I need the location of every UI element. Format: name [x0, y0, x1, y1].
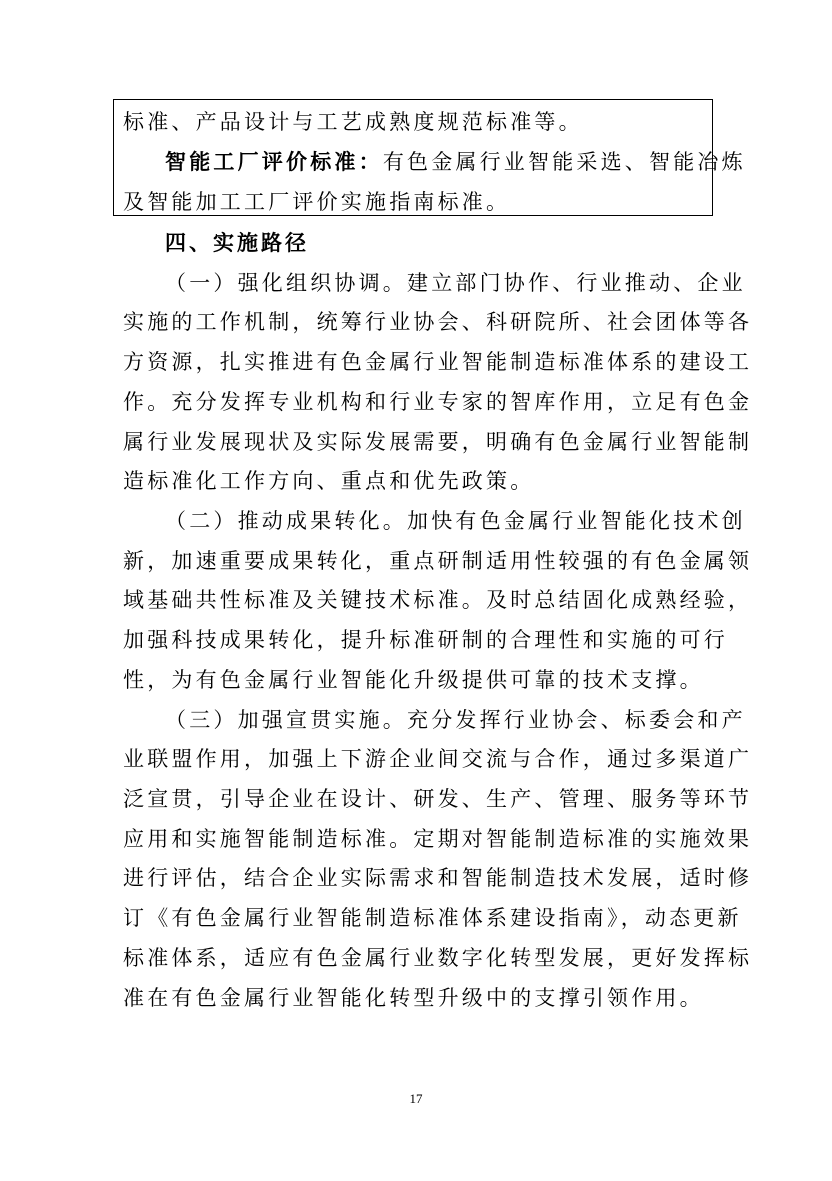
para3-line: 业联盟作用，加强上下游企业间交流与合作，通过多渠道广	[123, 747, 753, 771]
factory-standard-text: 有色金属行业智能采选、智能冶炼	[382, 150, 746, 174]
para1-line: （一）强化组织协调。建立部门协作、行业推动、企业	[165, 271, 746, 295]
section-heading: 四、实施路径	[165, 231, 309, 255]
para3-line: 应用和实施智能制造标准。定期对智能制造标准的实施效果	[123, 827, 753, 851]
box-line-3: 及智能加工工厂评价实施指南标准。	[123, 190, 511, 214]
para3-line: 订《有色金属行业智能制造标准体系建设指南》，动态更新	[123, 906, 742, 930]
box-line-1: 标准、产品设计与工艺成熟度规范标准等。	[123, 110, 583, 134]
para1-line: 方资源，扎实推进有色金属行业智能制造标准体系的建设工	[123, 350, 753, 374]
para2-line: 域基础共性标准及关键技术标准。及时总结固化成熟经验，	[123, 588, 753, 612]
para3-line: （三）加强宣贯实施。充分发挥行业协会、标委会和产	[165, 708, 746, 732]
para1-line: 作。充分发挥专业机构和行业专家的智库作用，立足有色金	[123, 390, 753, 414]
para2-line: 加强科技成果转化，提升标准研制的合理性和实施的可行	[123, 628, 728, 652]
para3-line: 泛宣贯，引导企业在设计、研发、生产、管理、服务等环节	[123, 787, 753, 811]
para1-line: 属行业发展现状及实际发展需要，明确有色金属行业智能制	[123, 430, 753, 454]
para3-line: 标准体系，适应有色金属行业数字化转型发展，更好发挥标	[123, 946, 753, 970]
para2-line: 新，加速重要成果转化，重点研制适用性较强的有色金属领	[123, 549, 753, 573]
page-number: 17	[409, 1091, 423, 1106]
para2-line: （二）推动成果转化。加快有色金属行业智能化技术创	[165, 509, 746, 533]
box-line-2	[165, 148, 746, 176]
para1-line: 实施的工作机制，统筹行业协会、科研院所、社会团体等各	[123, 310, 753, 334]
para2-line: 性，为有色金属行业智能化升级提供可靠的技术支撑。	[123, 668, 704, 692]
para3-line: 进行评估，结合企业实际需求和智能制造技术发展，适时修	[123, 866, 753, 890]
para1-line: 造标准化工作方向、重点和优先政策。	[123, 469, 535, 493]
factory-standard-label: 智能工厂评价标准：	[165, 149, 383, 174]
para3-line: 准在有色金属行业智能化转型升级中的支撑引领作用。	[123, 986, 704, 1010]
